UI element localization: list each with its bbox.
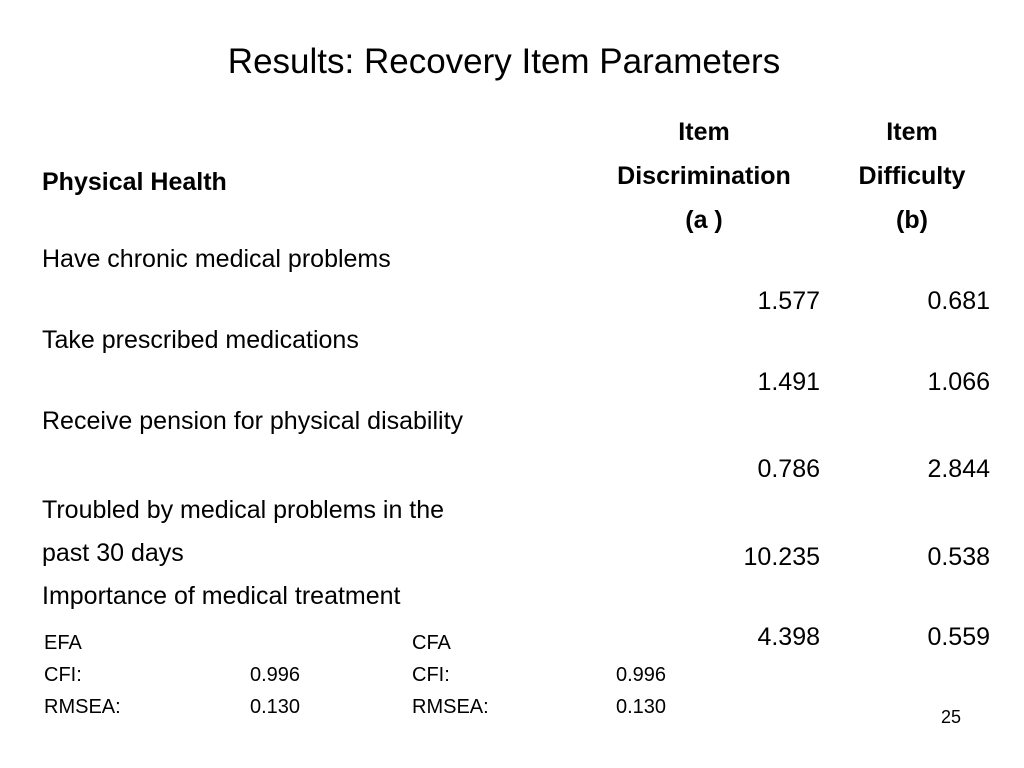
item-label-troubled-medical-problems: Troubled by medical problems in the (42, 496, 445, 524)
column-header-line: Item (886, 118, 938, 146)
item-label-pension-disability: Receive pension for physical disability (42, 407, 464, 435)
efa-rmsea-value: 0.130 (250, 696, 301, 718)
efa-cfi-value: 0.996 (250, 664, 301, 686)
discrimination-value: 0.786 (757, 455, 820, 483)
column-header-line: Item (678, 118, 730, 146)
difficulty-value: 0.559 (927, 623, 990, 651)
column-header-discrimination (584, 110, 824, 242)
column-header-line: (a ) (685, 206, 723, 234)
item-label-prescribed-medications: Take prescribed medications (42, 326, 359, 354)
discrimination-value: 1.491 (757, 368, 820, 396)
item-label-chronic-medical-problems: Have chronic medical problems (42, 245, 391, 273)
cfa-rmsea-value: 0.130 (616, 696, 667, 718)
cfa-cfi-value: 0.996 (616, 664, 667, 686)
section-heading: Physical Health (42, 168, 227, 196)
discrimination-value: 4.398 (757, 623, 820, 651)
difficulty-value: 0.538 (927, 543, 990, 571)
cfa-rmsea-label: RMSEA: (412, 696, 489, 718)
cfa-title: CFA (412, 632, 451, 654)
item-label-troubled-medical-problems-cont: past 30 days (42, 539, 184, 567)
efa-cfi-label: CFI: (44, 664, 82, 686)
column-header-line: Difficulty (858, 162, 966, 190)
page-number: 25 (941, 707, 962, 727)
cfa-cfi-label: CFI: (412, 664, 450, 686)
difficulty-value: 0.681 (927, 287, 990, 315)
discrimination-value: 1.577 (757, 287, 820, 315)
column-header-difficulty (832, 110, 992, 242)
discrimination-value: 10.235 (743, 543, 820, 571)
difficulty-value: 1.066 (927, 368, 990, 396)
slide-title: Results: Recovery Item Parameters (227, 42, 781, 81)
difficulty-value: 2.844 (927, 455, 990, 483)
item-label-importance-treatment: Importance of medical treatment (42, 582, 401, 610)
efa-title: EFA (44, 632, 82, 654)
column-header-line: (b) (896, 206, 928, 234)
efa-rmsea-label: RMSEA: (44, 696, 121, 718)
column-header-line: Discrimination (617, 162, 791, 190)
